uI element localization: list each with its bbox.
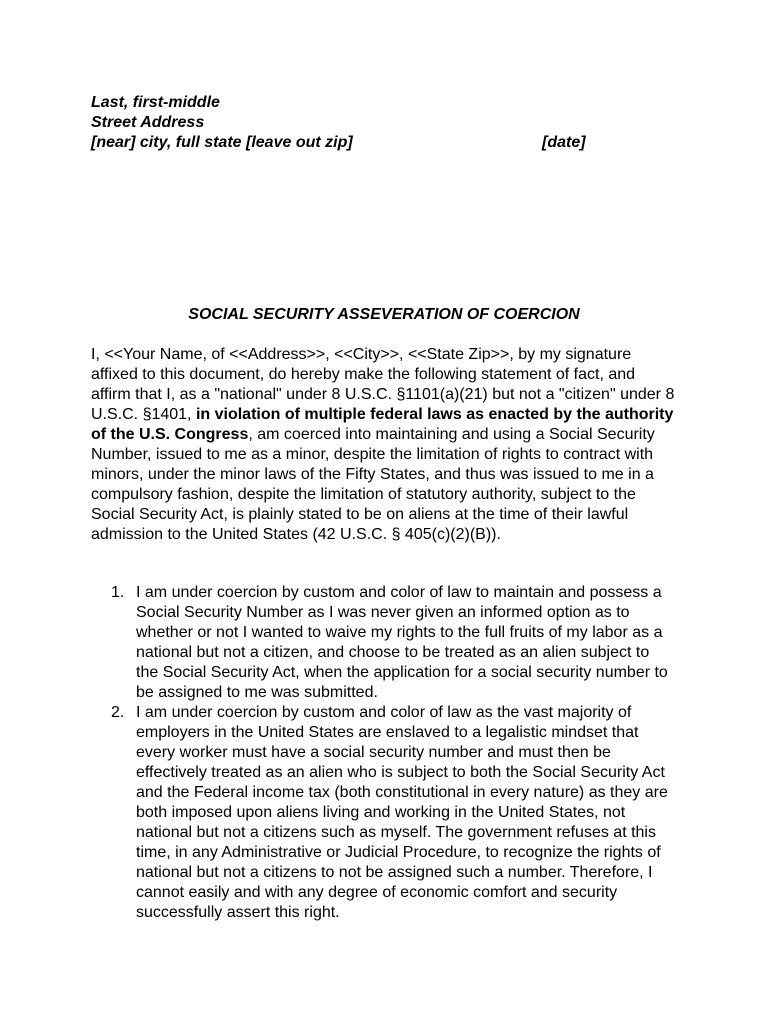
sender-street-address: Street Address [91,114,205,131]
document-date: [date] [542,134,586,151]
list-item-number: 1. [111,584,125,601]
sender-header [91,93,611,153]
document-title-text: SOCIAL SECURITY ASSEVERATION OF COERCION [188,306,580,323]
list-item-number: 2. [111,704,125,721]
sender-city-state: [near] city, full state [leave out zip] [91,134,353,151]
intro-paragraph [91,345,677,545]
document-title [0,305,768,325]
list-item [111,703,671,923]
list-item-text: I am under coercion by custom and color of law to maintain and possess a Social Security Number as I was never given an informed option as to whether or not I wanted to waive my rights to the full fruits of my labor as a national but not a citizen, and choose to be treated as an alien subject to the Social Security Act, when the application for a social security number to be assigned to me was submitted. [136,584,668,701]
list-item-text: I am under coercion by custom and color of law as the vast majority of employers in the United States are enslaved to a legalistic mindset that every worker must have a social security number and must then be effectively treated as an alien who is subject to both the Social Security Act and the Federal income tax (both constitutional in every nature) as they are both imposed upon aliens living and working in the United States, not national but not a citizens such as myself. The government refuses at this time, in any Administrative or Judicial Procedure, to recognize the rights of national but not a citizens to not be assigned such a number. Therefore, I cannot easily and with any degree of economic comfort and security successfully assert this right. [136,704,668,921]
coercion-list [111,583,671,923]
intro-text-part1: I, <<Your Name, of <<Address>>, <<City>>, <<State Zip>>, by my signature affixed to this document, do hereby make the following statement of fact, and affirm that I, as a "national" under 8 U.S.C. §1101(a)(21) but not a "citizen" under 8 U.S.C. §1401, [91,346,675,423]
sender-name: Last, first-middle [91,94,220,111]
list-item [111,583,671,703]
intro-text-part2: , am coerced into maintaining and using a Social Security Number, issued to me as a minor, despite the limitation of rights to contract with minors, under the minor laws of the Fifty States, and thus was issued to me in a compulsory fashion, despite the limitation of statutory authority, subject to the Social Security Act, is plainly stated to be on aliens at the time of their lawful admission to the United States (42 U.S.C. § 405(c)(2)(B)). [91,426,655,543]
sender-city-line [91,133,611,153]
intro-bold-text: in violation of multiple federal laws as enacted by the authority of the U.S. Congress [91,406,674,443]
